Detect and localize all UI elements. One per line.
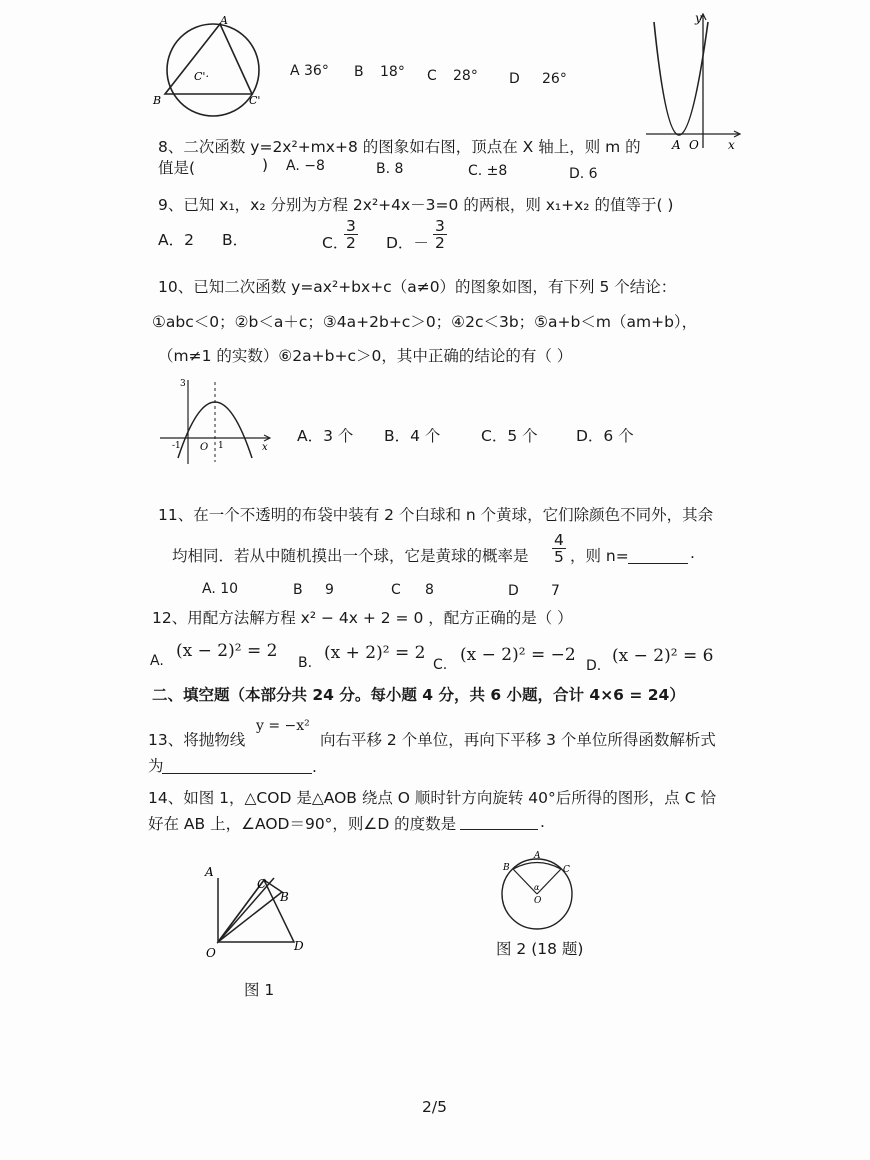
fig1-label-o: O (206, 946, 216, 960)
q11-option-b: B (293, 582, 303, 598)
q9-option-c: C． (322, 234, 349, 252)
q10-fig-1: 1 (218, 441, 224, 451)
q14-question-end: . (540, 813, 545, 831)
q9-option-c-fraction (344, 218, 358, 252)
q7-label-b: B (153, 94, 162, 107)
q11-fraction-denominator: 5 (554, 548, 564, 567)
q9-option-d-fraction (433, 218, 447, 252)
q9-option-c-numerator: 3 (346, 217, 356, 235)
q10-option-d: D．6 个 (576, 427, 634, 445)
q11-option-d-value: 7 (551, 583, 560, 599)
q10-fig-3: 3 (180, 379, 186, 389)
q8-answer-open: 值是( (158, 159, 196, 177)
q7-option-a: A 36° (290, 63, 329, 79)
q7-figure (148, 14, 278, 119)
q10-fig-x: x (262, 442, 268, 453)
q9-option-a: A．2 (158, 231, 194, 249)
fig2-label-o: O (534, 896, 542, 906)
q10-option-a: A．3 个 (297, 427, 354, 445)
q9-question: 9、已知 x₁，x₂ 分别为方程 2x²+4x－3=0 的两根，则 x₁+x₂ 的值等于( ) (158, 196, 674, 214)
q9-option-d-numerator: 3 (435, 217, 445, 235)
q8-fig-a-label: A (672, 138, 681, 152)
q11-answer-blank (628, 548, 688, 564)
q13-expression: y = −x² (256, 718, 310, 734)
q11-option-b-value: 9 (325, 582, 334, 598)
q14-answer-blank (460, 813, 538, 830)
q11-fraction-numerator: 4 (554, 531, 564, 549)
q8-fig-x-label: x (728, 138, 735, 152)
q7-label-c: C' (249, 94, 261, 107)
fig1-label-a: A (205, 865, 214, 879)
q12-option-b-expr: (x + 2)² = 2 (324, 643, 426, 663)
q7-option-d: D (509, 71, 520, 87)
section2-heading: 二、填空题（本部分共 24 分。每小题 4 分，共 6 小题，合计 4×6 = 24） (152, 686, 685, 704)
q10-fig-minus1: -1 (172, 441, 181, 451)
fig1-label-b: B (280, 890, 289, 904)
q13-line1-end: 向右平移 2 个单位，再向下平移 3 个单位所得函数解析式 (320, 731, 716, 749)
q8-question-line1: 8、二次函数 y=2x²+mx+8 的图象如右图，顶点在 X 轴上，则 m 的 (158, 138, 641, 156)
q9-option-c-denominator: 2 (346, 234, 356, 253)
q10-option-b: B．4 个 (384, 427, 441, 445)
fig2-label-alpha: α (534, 883, 540, 892)
q9-option-d: D．－ (386, 234, 429, 252)
q10-question-line3: （m≠1 的实数）⑥2a+b+c＞0，其中正确的结论的有（ ） (158, 347, 573, 365)
q12-question: 12、用配方法解方程 x² − 4x + 2 = 0 ，配方正确的是（ ） (152, 609, 573, 627)
q8-option-c: C. ±8 (468, 163, 508, 179)
q12-option-b-label: B. (298, 655, 313, 671)
q11-question-line2a: 均相同．若从中随机摸出一个球，它是黄球的概率是 (172, 547, 529, 565)
q7-option-c: C (427, 68, 437, 84)
q7-option-d-value: 26° (542, 71, 567, 87)
q8-option-a: A. −8 (286, 158, 325, 174)
fig1-label-d: D (294, 939, 304, 953)
q10-figure (158, 376, 278, 466)
q11-option-c-value: 8 (425, 582, 434, 598)
fig1-label-c: C (257, 877, 267, 891)
figure-1 (200, 860, 320, 970)
q7-option-c-value: 28° (453, 68, 478, 84)
q14-question-line1: 14、如图 1，△COD 是△AOB 绕点 O 顺时针方向旋转 40°后所得的图形，点 C 恰 (148, 789, 716, 807)
q11-question-line1: 11、在一个不透明的布袋中装有 2 个白球和 n 个黄球，它们除颜色不同外，其余 (158, 506, 714, 524)
q12-option-d-expr: (x − 2)² = 6 (612, 646, 714, 666)
q12-option-a-label: A. (150, 653, 164, 669)
q9-option-d-denominator: 2 (435, 234, 445, 253)
fig2-label-b: B (503, 863, 510, 873)
q12-option-a-expr: (x − 2)² = 2 (176, 641, 278, 661)
figure-1-caption: 图 1 (244, 981, 275, 999)
q7-label-center: C'· (194, 70, 209, 83)
q8-fig-y-label: y (695, 11, 702, 25)
q10-fig-o: O (200, 442, 209, 453)
q10-option-c: C．5 个 (481, 427, 538, 445)
q13-line2-end: . (312, 758, 317, 776)
q8-answer-close: ) (262, 156, 269, 174)
q9-option-b: B． (222, 231, 249, 249)
q8-option-b: B. 8 (376, 161, 404, 177)
q7-option-b: B (354, 64, 364, 80)
q10-question-line1: 10、已知二次函数 y=ax²+bx+c（a≠0）的图象如图，有下列 5 个结论： (158, 278, 677, 296)
q11-probability-fraction (552, 532, 566, 566)
q11-question-end: . (690, 544, 695, 562)
q11-question-line2b: ，则 n= (570, 547, 629, 565)
figure-2-caption: 图 2 (18 题) (496, 940, 584, 958)
q8-option-d: D. 6 (569, 166, 598, 182)
q11-option-d: D (508, 583, 519, 599)
q12-option-c-expr: (x − 2)² = −2 (460, 645, 576, 665)
q8-fig-o-label: O (689, 138, 699, 152)
q14-question-line2a: 好在 AB 上，∠AOD＝90°，则∠D 的度数是 (148, 815, 457, 833)
q13-line1-start: 13、将抛物线 (148, 731, 246, 749)
q11-option-c: C (391, 582, 401, 598)
q11-option-a: A. 10 (202, 581, 239, 597)
q8-figure (640, 8, 750, 153)
q10-question-line2: ①abc＜0；②b＜a＋c；③4a+2b+c＞0；④2c＜3b；⑤a+b＜m（am+b）， (152, 313, 698, 331)
q13-answer-blank (162, 757, 312, 774)
figure-2 (495, 848, 585, 938)
q12-option-d-label: D. (586, 658, 602, 674)
q12-option-c-label: C. (433, 657, 448, 673)
q7-label-a: A (220, 14, 228, 27)
q7-option-b-value: 18° (380, 64, 405, 80)
fig2-label-c: C (563, 865, 570, 875)
fig2-label-a: A (534, 851, 541, 861)
page-number: 2/5 (422, 1098, 447, 1116)
q13-line2-start: 为 (148, 757, 164, 775)
